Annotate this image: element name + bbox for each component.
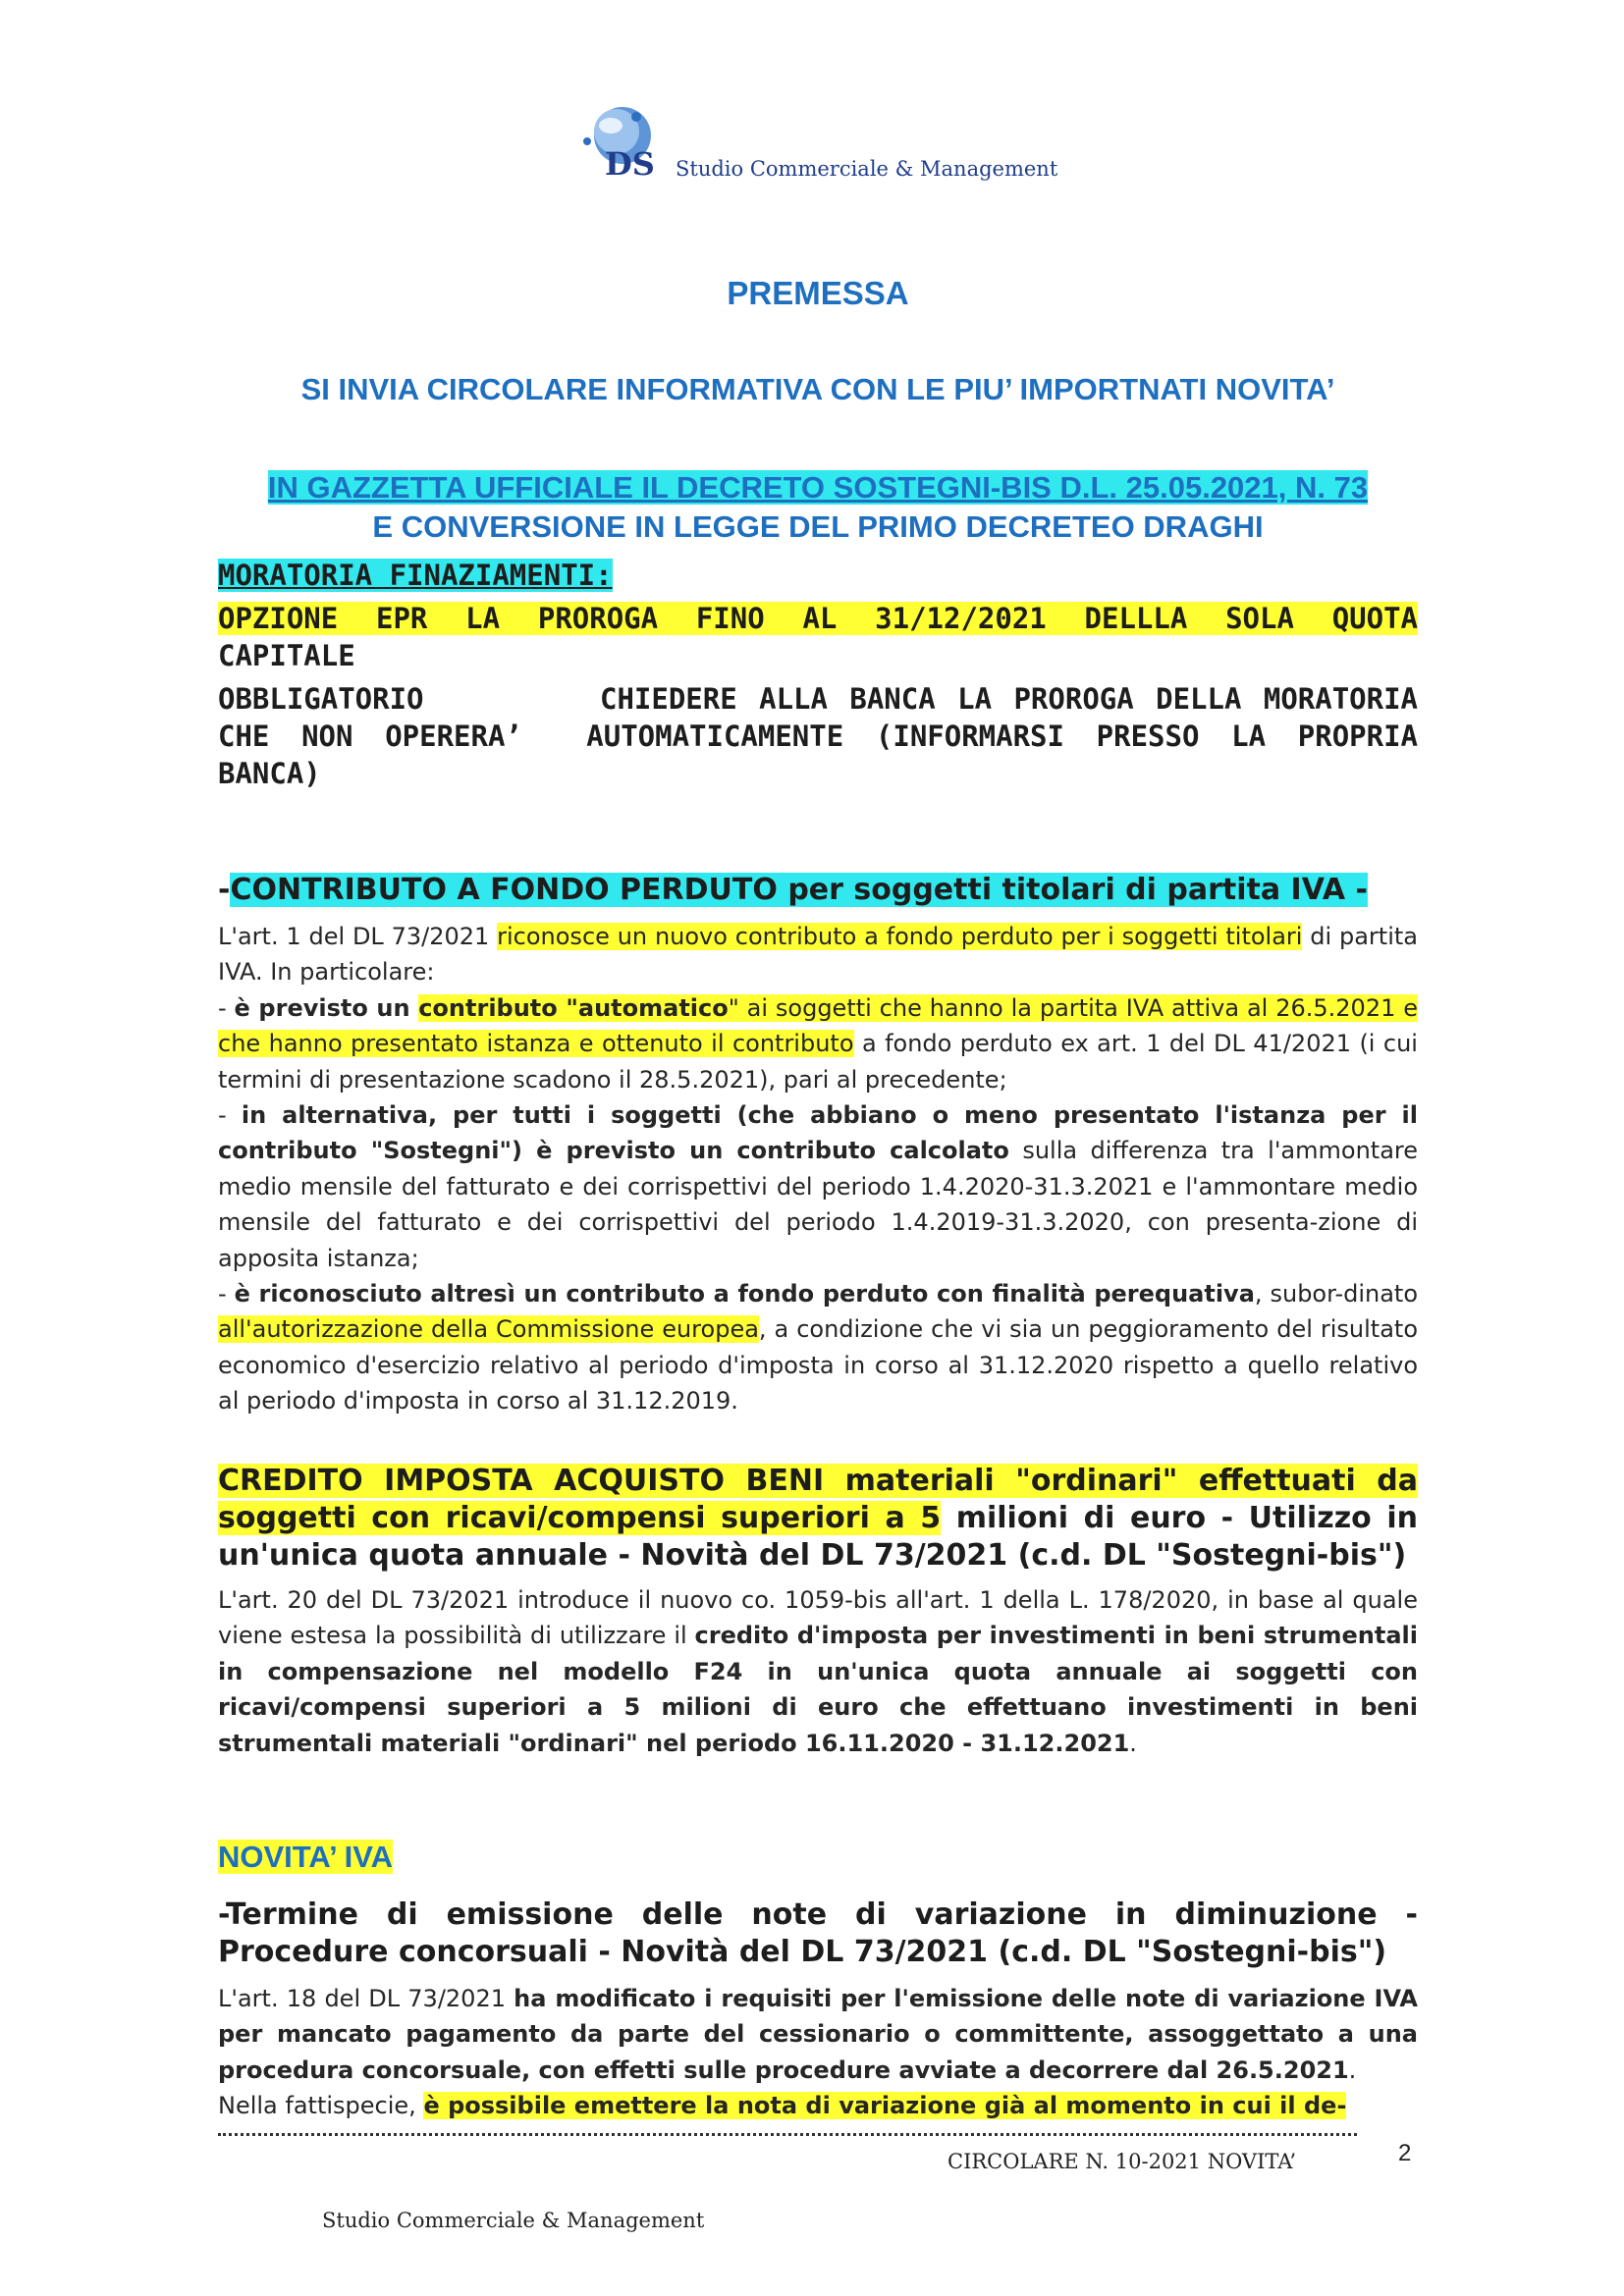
moratoria-line-1: OPZIONE EPR LA PROROGA FINO AL 31/12/2021 DELLLA SOLA QUOTA (218, 602, 1418, 635)
premessa-title: PREMESSA (727, 275, 909, 311)
moratoria-line-1b: CAPITALE (218, 639, 355, 672)
iva-subtitle: -Termine di emissione delle note di variazione in diminuzione - Procedure concorsuali - Novità del DL 73/2021 (c.d. DL "Sostegni-bis") (218, 1897, 1418, 1969)
studio-logo-icon (575, 102, 660, 181)
contributo-bullet-1: - è previsto un contributo "automatico" ai soggetti che hanno la partita IVA attiva al 26.5.2021 e che hanno presentato istanza e ottenuto il contributo a fondo perduto ex art. 1 del DL 41/2021 (i cui termini di presentazione scadono il 28.5.2021), pari al precedente; (218, 993, 1418, 1094)
contributo-paragraph: L'art. 1 del DL 73/2021 riconosce un nuovo contributo a fondo perduto per i soggetti titolari di partita IVA. In particolare: (218, 923, 1418, 987)
moratoria-title: MORATORIA FINAZIAMENTI: (218, 559, 613, 592)
gazzetta-line-2: E CONVERSIONE IN LEGGE DEL PRIMO DECRETEO DRAGHI (372, 509, 1264, 544)
moratoria-section (218, 557, 1435, 792)
gazzetta-line-1: IN GAZZETTA UFFICIALE IL DECRETO SOSTEGNI-BIS D.L. 25.05.2021, N. 73 (267, 470, 1369, 505)
credito-section (218, 1463, 1418, 1761)
iva-paragraph-2: Nella fattispecie, è possibile emettere la nota di variazione già al momento in cui il de- (218, 2092, 1347, 2120)
iva-paragraph: L'art. 18 del DL 73/2021 ha modificato i requisiti per l'emissione delle note di variazione IVA per mancato pagamento da parte del cessionario o committente, assoggettato a una procedura concorsuale, con effetti sulle procedure avviate a decorrere dal 26.5.2021. (218, 1985, 1418, 2084)
page-number: 2 (1398, 2140, 1412, 2166)
footer-brand: Studio Commerciale & Management (322, 2209, 705, 2232)
contributo-title: -CONTRIBUTO A FONDO PERDUTO per soggetti titolari di partita IVA - (218, 873, 1369, 907)
brand-name: Studio Commerciale & Management (676, 157, 1058, 181)
gazzetta-heading (218, 468, 1418, 547)
credito-title: CREDITO IMPOSTA ACQUISTO BENI materiali "ordinari" effettuati da soggetti con ricavi/compensi superiori a 5 milioni di euro - Utilizzo in un'unica quota annuale - Novità del DL 73/2021 (c.d. DL "Sostegni-bis") (218, 1464, 1418, 1573)
footer-circolare: CIRCOLARE N. 10-2021 NOVITA’ (947, 2150, 1297, 2173)
iva-section (218, 1840, 1418, 2124)
credito-paragraph: L'art. 20 del DL 73/2021 introduce il nuovo co. 1059-bis all'art. 1 della L. 178/2020, in base al quale viene estesa la possibilità di utilizzare il credito d'imposta per investimenti in beni strumentali in compensazione nel modello F24 in un'unica quota annuale ai soggetti con ricavi/compensi superiori a 5 milioni di euro che effettuano investimenti in beni strumentali materiali "ordinari" nel periodo 16.11.2020 - 31.12.2021. (218, 1586, 1419, 1757)
footer-divider (218, 2133, 1357, 2136)
svg-text:DS: DS (605, 145, 655, 181)
contributo-bullet-3: - è riconosciuto altresì un contributo a fondo perduto con finalità perequativa, subor-dinato all'autorizzazione della Commissione europea, a condizione che vi sia un peggioramento del risultato economico d'esercizio relativo al periodo d'imposta in corso al 31.12.2020 rispetto a quello relativo al periodo d'imposta in corso al 31.12.2019. (218, 1280, 1419, 1415)
invia-heading: SI INVIA CIRCOLARE INFORMATIVA CON LE PIU’ IMPORTNATI NOVITA’ (300, 372, 1335, 406)
iva-title: NOVITA’ IVA (218, 1840, 393, 1874)
contributo-bullet-2: - in alternativa, per tutti i soggetti (che abbiano o meno presentato l'istanza per il contributo "Sostegni") è previsto un contributo calcolato sulla differenza tra l'ammontare medio mensile del fatturato e dei corrispettivi del periodo 1.4.2020-31.3.2021 e l'ammontare medio mensile del fatturato e dei corrispettivi del periodo 1.4.2019-31.3.2020, con presenta-zione di apposita istanza; (218, 1101, 1419, 1272)
moratoria-line-2: OBBLIGATORIO CHIEDERE ALLA BANCA LA PROROGA DELLA MORATORIA CHE NON OPERERA’ AUTOMATICAMENTE (INFORMARSI PRESSO LA PROPRIA BANCA) (218, 682, 1435, 790)
contributo-section (218, 872, 1418, 1419)
